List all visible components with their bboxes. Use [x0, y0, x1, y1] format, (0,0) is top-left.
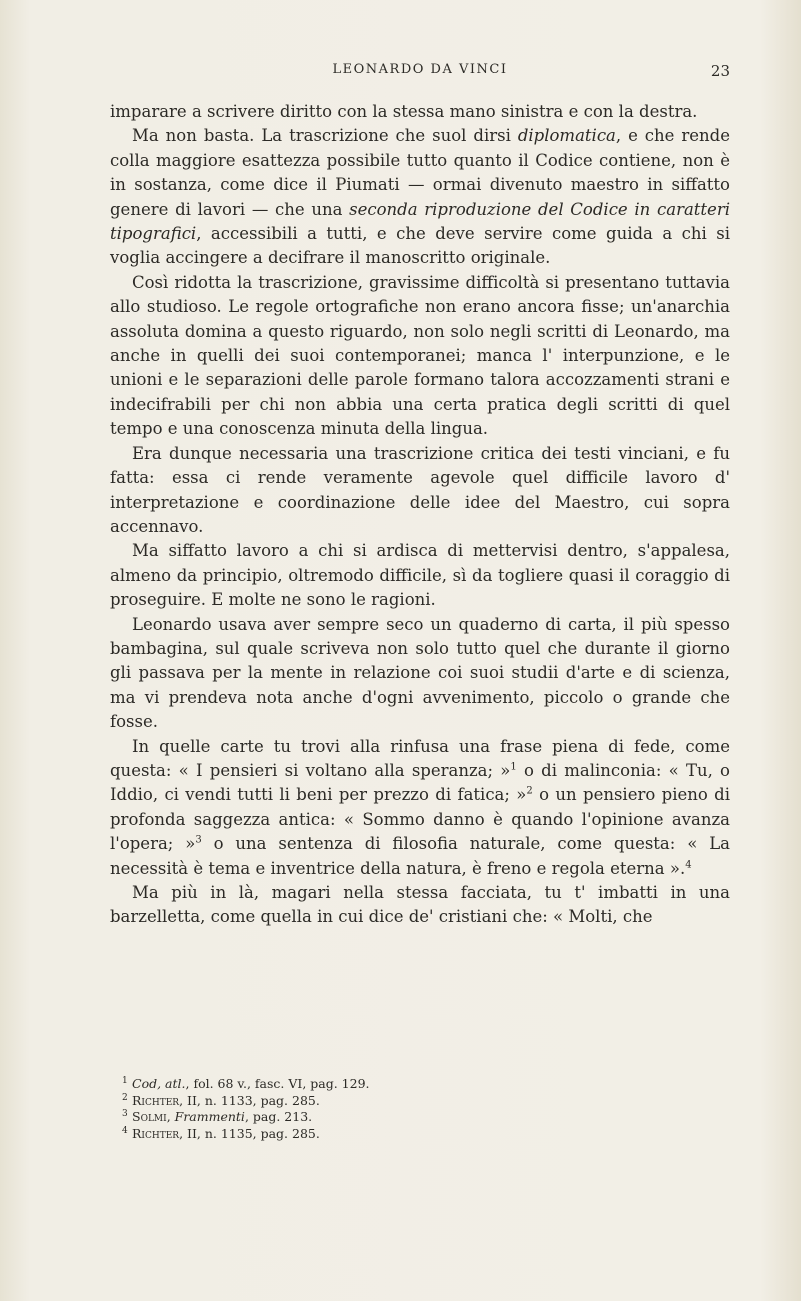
quote-4: o una sentenza di filosofia naturale, come questa: « La necessità è tema e inventrice della natura, è freno e regola eterna ».: [110, 834, 730, 878]
footnote-ref-1: 1: [510, 761, 517, 773]
term-seconda-riproduzione: seconda riproduzione del Codice in caratteri tipografici: [110, 199, 730, 244]
footnote-work: Frammenti: [174, 1109, 245, 1124]
paragraph-5: Ma siffatto lavoro a chi si ardisca di mettervisi dentro, s'appalesa, almeno da principio, oltremodo difficile, sì da togliere quasi il coraggio di proseguire. E molte ne sono le ragioni.: [110, 541, 730, 610]
footnote-rest: , II, n. 1133, pag. 285.: [179, 1092, 320, 1108]
footnote-3: 3 Solmi, Frammenti, pag. 213.: [110, 1109, 730, 1126]
paragraph-1: imparare a scrivere diritto con la stessa mano sinistra e con la destra.: [110, 102, 698, 121]
paragraph-6: Leonardo usava aver sempre seco un quaderno di carta, il più spesso bambagina, sul quale scriveva non solo tutto quel che durante il giorno gli passava per la mente in relazione coi suoi studii d'arte e di scienza, ma vi prendeva nota anche d'ogni avvenimento, piccolo o grande che fosse.: [110, 614, 730, 732]
quote-3: o un pensiero pieno di profonda saggezza antica: « Sommo danno è quando l'opinione avanza l'opera; »: [110, 785, 730, 854]
page-header: [110, 62, 730, 86]
footnote-ref-2: 2: [526, 785, 533, 797]
quote-2: o di malinconia: « Tu, o Iddio, ci vendi tutti li beni per prezzo di fatica; »: [110, 760, 730, 805]
footnote-mark: 2: [122, 1092, 128, 1103]
footnote-2: [110, 1093, 730, 1110]
paragraph-3: Così ridotta la trascrizione, gravissime difficoltà si presentano tuttavia allo studioso. Le regole ortografiche non erano ancora fisse; un'anarchia assoluta domina a questo riguardo, non solo negli scritti di Leonardo, ma anche in quelli dei suoi contemporanei; manca l' interpunzione, e le unioni e le separazioni delle parole formano talora accozzamenti strani e indecifrabili per chi non abbia una certa pratica degli scritti di quel tempo e una conoscenza minuta della lingua.: [110, 272, 730, 439]
footnote-rest: , II, n. 1135, pag. 285.: [179, 1125, 320, 1141]
footnote-ref-4: 4: [685, 859, 692, 871]
footnote-mark: 1: [122, 1076, 128, 1086]
paragraph-4: Era dunque necessaria una trascrizione critica dei testi vinciani, e fu fatta: essa ci rende veramente agevole quel difficile lavoro d' interpretazione e coordinazione delle idee del Maestro, cui sopra accennavo.: [110, 443, 730, 536]
term-diplomatica: diplomatica: [517, 126, 616, 146]
footnote-rest: , pag. 213.: [244, 1109, 313, 1124]
paragraph-2-part-2: , e che rende colla maggiore esattezza possibile tutto quanto il Codice contiene, non è in sostanza, come dice il Piumati — ormai divenuto maestro in siffatto genere di lavori — che una: [110, 126, 730, 219]
footnote-4: [110, 1126, 730, 1143]
page-number: 23: [710, 62, 730, 80]
footnote-author: Solmi: [132, 1109, 167, 1124]
footnote-work: Cod, atl.: [132, 1076, 186, 1091]
footnote-mark: 3: [122, 1109, 128, 1119]
footnotes: [110, 1076, 730, 1142]
paragraph-7: [110, 735, 730, 881]
paragraph-2-part-1: Ma non basta. La trascrizione che suol dirsi: [132, 126, 518, 146]
quote-1: In quelle carte tu trovi alla rinfusa una frase piena di fede, come questa: « I pensieri si voltano alla speranza; »: [110, 736, 730, 780]
paragraph-2-part-3: , accessibili a tutti, e che deve servire come guida a chi si voglia accingere a decifrare il manoscritto originale.: [110, 224, 730, 268]
footnote-author: Richter: [132, 1125, 180, 1141]
body-text: [110, 100, 730, 930]
footnote-ref-3: 3: [195, 834, 202, 846]
footnote-author: Richter: [132, 1092, 180, 1108]
footnote-1: [110, 1076, 730, 1093]
running-head: LEONARDO DA VINCI: [332, 62, 508, 77]
footnote-mark: 4: [122, 1125, 128, 1136]
footnote-rest: , fol. 68 v., fasc. VI, pag. 129.: [185, 1076, 370, 1091]
paragraph-2: [110, 124, 730, 270]
paragraph-8: Ma più in là, magari nella stessa facciata, tu t' imbatti in una barzelletta, come quella in cui dice de' cristiani che: « Molti, che: [110, 883, 730, 927]
